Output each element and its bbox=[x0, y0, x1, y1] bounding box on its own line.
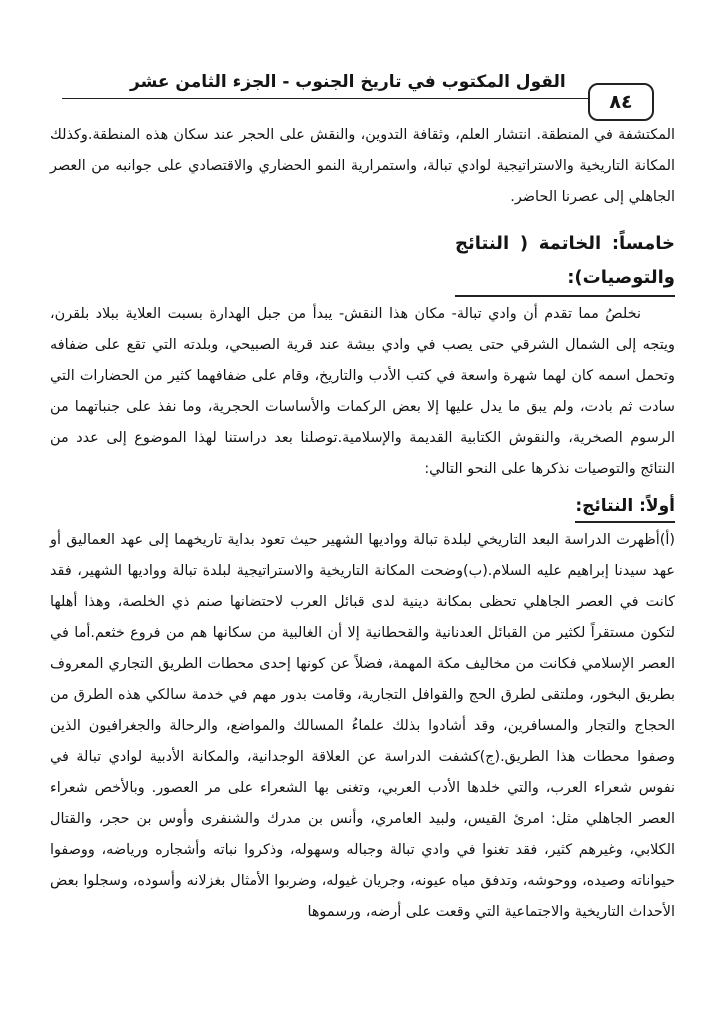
page-number: ٨٤ bbox=[588, 83, 654, 121]
section-heading-conclusion: خامساً: الخاتمة ( النتائج والتوصيات): bbox=[455, 227, 675, 297]
section-heading-results: أولاً: النتائج: bbox=[575, 491, 675, 523]
paragraph-intro: المكتشفة في المنطقة. انتشار العلم، وثقافة التدوين، والنقش على الحجر عند سكان هذه المنطقة.وكذلك المكانة التاريخية والاستراتيجية لوادي تبالة، واستمرارية النمو الحضاري والاقتصادي على جوانبه من العصر الجاهلي إلى عصرنا الحاضر. bbox=[50, 127, 675, 205]
paragraph-summary: نخلصُ مما تقدم أن وادي تبالة- مكان هذا النقش- يبدأ من جبل الهدارة بسبت العلاية ببلاد بلقرن، ويتجه إلى الشمال الشرقي حتى يصب في وادي بيشة عند قرية الصبيحي، وبلدته التي تقع على ضفافه وتحمل اسمه كان لهما شهرة واسعة في كتب الأدب والتاريخ، وقام على ضفافهما كثير من الحضارات التي سادت ثم بادت، ولم يبق ما يدل عليها إلا بعض الركمات والأساسات الحجرية، وما نفذ على جنباتهما من الرسوم الصخرية، والنقوش الكتابية القديمة والإسلامية.توصلنا بعد دراستنا لهذا الموضوع إلى عدد من النتائج والتوصيات نذكرها على النحو التالي: bbox=[50, 306, 675, 477]
running-title: القول المكتوب في تاريخ الجنوب - الجزء الثامن عشر bbox=[130, 72, 566, 92]
header-rule bbox=[62, 98, 592, 99]
paragraph-results: (أ)أظهرت الدراسة البعد التاريخي لبلدة تبالة وواديها الشهير حيث تعود بداية تاريخهما إلى عهد العماليق أو عهد سيدنا إبراهيم عليه السلام.(ب)وضحت المكانة التاريخية والاستراتيجية لبلدة تبالة وواديها الشهير، فقد كانت في العصر الجاهلي تحظى بمكانة دينية لدى قبائل العرب لاحتضانها صنم ذي الخلصة، وهذا أهلها لتكون مستقراً لكثير من القبائل العدنانية والقحطانية إلا أن الغالبية من سكانها هم من فروع خثعم.أما في العصر الإسلامي فكانت من مخاليف مكة المهمة، فضلاً عن كونها إحدى محطات الطريق التجاري المعروف بطريق البخور، وملتقى لطرق الحج والقوافل التجارية، وقامت بدور مهم في خدمة سالكي هذه الطرق من الحجاج والتجار والمسافرين، وقد أشادوا بذلك علماءُ المسالك والمواضع، والرحالة والجغرافيون الذين وصفوا محطات هذا الطريق.(ج)كشفت الدراسة عن العلاقة الوجدانية، والمكانة الأدبية لوادي تبالة في نفوس شعراء العرب، والتي خلدها الأدب العربي، وتغنى بها الشعراء على مر العصور. وبالأخص شعراء العصر الجاهلي مثل: امرئ القيس، ولبيد العامري، وأنس بن مدرك والشنفرى وأوس بن حجر، والقتال الكلابي، وغيرهم كثير، فقد تغنوا في وادي تبالة وجباله وسهوله، وذكروا نباته وأشجاره ورياضه، ووصفوا حيواناته وصيده، ووحوشه، وتدفق مياه عيونه، وجريان غيوله، وضربوا الأمثال بغزلانه وأسوده، وسجلوا بعض الأحداث التاريخية والاجتماعية التي وقعت على أرضه، ورسموها bbox=[50, 532, 675, 920]
page-body bbox=[50, 120, 675, 928]
